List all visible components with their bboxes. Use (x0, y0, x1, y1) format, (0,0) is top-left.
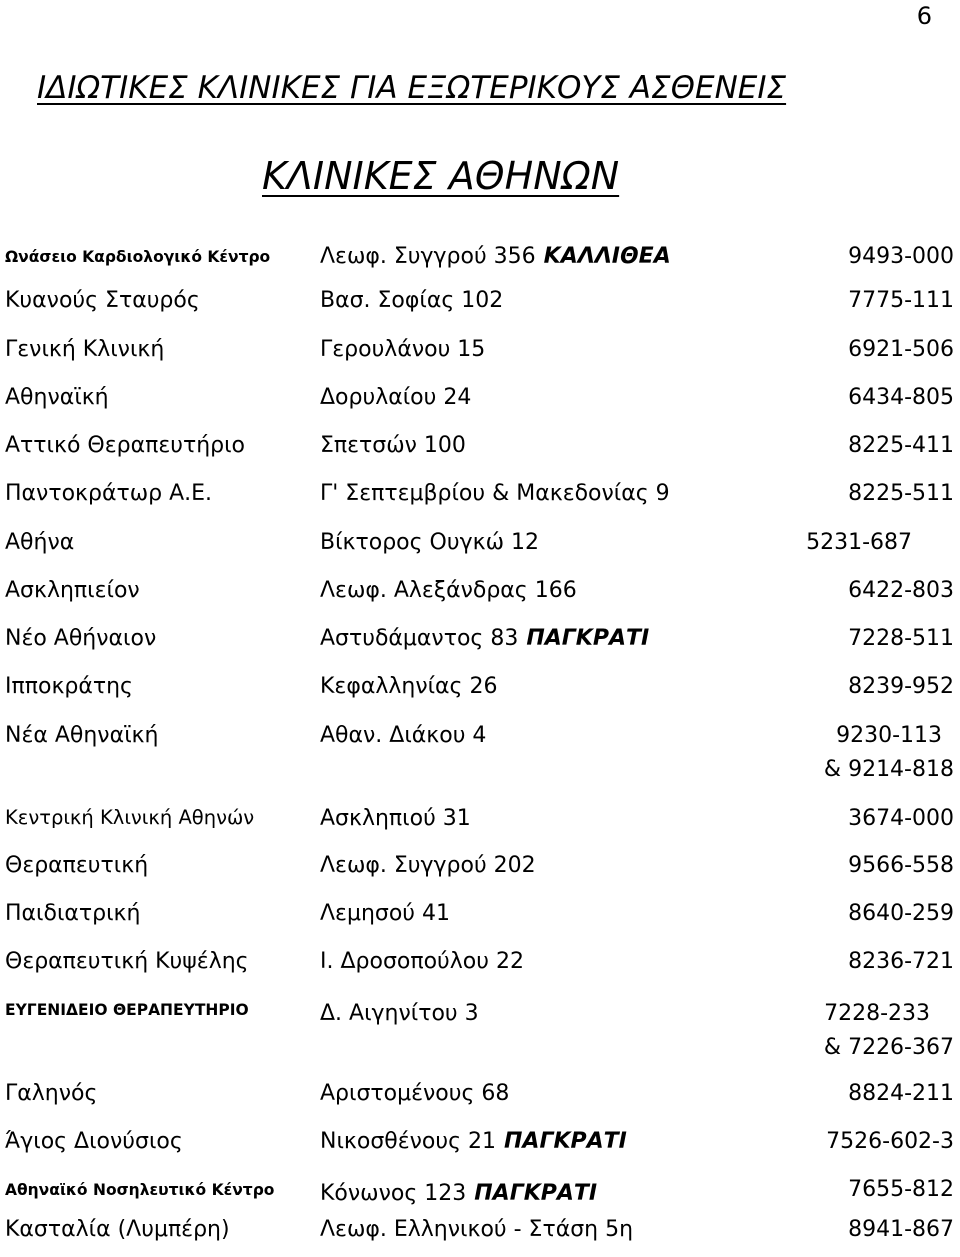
clinic-name: Αθηναϊκό Νοσηλευτικό Κέντρο (5, 1181, 275, 1199)
clinic-name: Αττικό Θεραπευτήριο (5, 433, 246, 458)
clinic-address (320, 385, 471, 410)
phone-number-secondary: & 9214-818 (823, 757, 954, 782)
street-address: Λεμησού 41 (320, 901, 451, 926)
street-address: Λεωφ. Συγγρού 202 (320, 853, 536, 878)
phone-number: 8236-721 (848, 949, 954, 974)
table-row (0, 674, 960, 714)
clinic-address (320, 1081, 509, 1106)
phone-number: 8824-211 (848, 1081, 954, 1106)
phone-number: 8941-867 (848, 1217, 954, 1242)
clinic-address (320, 244, 671, 269)
clinic-address (320, 723, 486, 748)
table-row (0, 578, 960, 618)
phone-number: 9230-113 (836, 723, 942, 748)
phone-number: 7655-812 (848, 1177, 954, 1202)
phone-number: 7775-111 (848, 288, 954, 313)
street-address: Αριστομένους 68 (320, 1081, 510, 1106)
table-row (0, 626, 960, 666)
page-title: ΙΔΙΩΤΙΚΕΣ ΚΛΙΝΙΚΕΣ ΓΙΑ ΕΞΩΤΕΡΙΚΟΥΣ ΑΣΘΕΝΕΙΣ (37, 70, 787, 106)
phone-number: 9566-558 (848, 853, 954, 878)
street-address: Λεωφ. Αλεξάνδρας 166 (320, 578, 577, 603)
table-row (0, 853, 960, 893)
table-row (0, 530, 960, 570)
section-title: ΚΛΙΝΙΚΕΣ ΑΘΗΝΩΝ (262, 154, 620, 198)
phone-number: 8225-411 (848, 433, 954, 458)
clinic-name: Ασκληπιείον (5, 578, 140, 603)
table-row (0, 1129, 960, 1169)
area-name: ΚΑΛΛΙΘΕΑ (543, 244, 671, 269)
clinic-name: Κεντρική Κλινική Αθηνών (5, 806, 255, 829)
clinic-name: Νέα Αθηναϊκή (5, 723, 159, 748)
clinic-name: ΕΥΓΕΝΙΔΕΙΟ ΘΕΡΑΠΕΥΤΗΡΙΟ (5, 1001, 249, 1019)
street-address: Δορυλαίου 24 (320, 385, 472, 410)
street-address: Λεωφ. Ελληνικού - Στάση 5η (320, 1217, 634, 1242)
street-address: Λεωφ. Συγγρού 356 (320, 244, 536, 269)
phone-number: 7228-511 (848, 626, 954, 651)
phone-number: 7228-233 (824, 1001, 930, 1026)
clinic-address (320, 288, 503, 313)
clinic-address (320, 578, 577, 603)
phone-number: 8225-511 (848, 481, 954, 506)
phone-number: 8640-259 (848, 901, 954, 926)
clinic-address (320, 433, 466, 458)
clinic-name: Ωνάσειο Καρδιολογικό Κέντρο (5, 248, 271, 266)
area-name: ΠΑΓΚΡΑΤΙ (504, 1129, 627, 1154)
table-row (0, 288, 960, 328)
table-row (0, 1217, 960, 1257)
table-row (0, 385, 960, 425)
clinic-name: Παιδιατρική (5, 901, 141, 926)
clinic-address (320, 1217, 633, 1242)
phone-number-secondary: & 7226-367 (823, 1035, 954, 1060)
street-address: Ι. Δροσοπούλου 22 (320, 949, 524, 974)
table-row (0, 949, 960, 989)
table-row (0, 723, 960, 782)
clinic-address (320, 530, 539, 555)
table-row (0, 1177, 960, 1217)
clinic-name: Ιπποκράτης (5, 674, 133, 699)
phone-number: 6422-803 (848, 578, 954, 603)
phone-number: 8239-952 (848, 674, 954, 699)
street-address: Γ' Σεπτεμβρίου & Μακεδονίας 9 (320, 481, 670, 506)
street-address: Δ. Αιγηνίτου 3 (320, 1001, 479, 1026)
clinic-name: Αθηναϊκή (5, 385, 109, 410)
clinic-address (320, 1129, 627, 1154)
clinic-name: Γαληνός (5, 1081, 98, 1106)
table-row (0, 1081, 960, 1121)
table-row (0, 433, 960, 473)
table-row (0, 244, 960, 284)
table-row (0, 481, 960, 521)
clinic-address (320, 1001, 479, 1026)
street-address: Βίκτορος Ουγκώ 12 (320, 530, 539, 555)
clinic-name: Νέο Αθήναιον (5, 626, 157, 651)
area-name: ΠΑΓΚΡΑΤΙ (526, 626, 650, 651)
clinic-name: Άγιος Διονύσιος (5, 1129, 183, 1154)
table-row (0, 997, 960, 1060)
street-address: Ασκληπιού 31 (320, 806, 471, 831)
street-address: Γερουλάνου 15 (320, 337, 486, 362)
clinic-address (320, 626, 649, 651)
street-address: Αστυδάμαντος 83 (320, 626, 519, 651)
clinic-address (320, 853, 536, 878)
clinic-address (320, 481, 670, 506)
clinic-address (320, 1181, 597, 1206)
page-number: 6 (916, 2, 932, 30)
phone-number: 7526-602-3 (826, 1129, 954, 1154)
street-address: Βασ. Σοφίας 102 (320, 288, 504, 313)
street-address: Νικοσθένους 21 (320, 1129, 496, 1154)
phone-number: 3674-000 (848, 806, 954, 831)
phone-number: 6434-805 (848, 385, 954, 410)
table-row (0, 337, 960, 377)
area-name: ΠΑΓΚΡΑΤΙ (474, 1181, 598, 1206)
table-row (0, 901, 960, 941)
clinic-address (320, 901, 450, 926)
clinic-name: Αθήνα (5, 530, 75, 555)
clinic-name: Κασταλία (Λυμπέρη) (5, 1217, 230, 1242)
street-address: Κόνωνος 123 (320, 1181, 467, 1206)
phone-number: 5231-687 (806, 530, 912, 555)
clinic-name: Θεραπευτική Κυψέλης (5, 949, 249, 974)
clinic-name: Γενική Κλινική (5, 337, 165, 362)
street-address: Σπετσών 100 (320, 433, 466, 458)
table-row (0, 806, 960, 846)
clinic-address (320, 337, 485, 362)
clinic-name: Θεραπευτική (5, 853, 149, 878)
clinic-name: Κυανούς Σταυρός (5, 288, 200, 313)
phone-number: 6921-506 (848, 337, 954, 362)
street-address: Κεφαλληνίας 26 (320, 674, 498, 699)
clinic-address (320, 949, 524, 974)
street-address: Αθαν. Διάκου 4 (320, 723, 487, 748)
clinic-name: Παντοκράτωρ Α.Ε. (5, 481, 213, 506)
phone-number: 9493-000 (848, 244, 954, 269)
clinic-address (320, 806, 471, 831)
clinic-address (320, 674, 497, 699)
